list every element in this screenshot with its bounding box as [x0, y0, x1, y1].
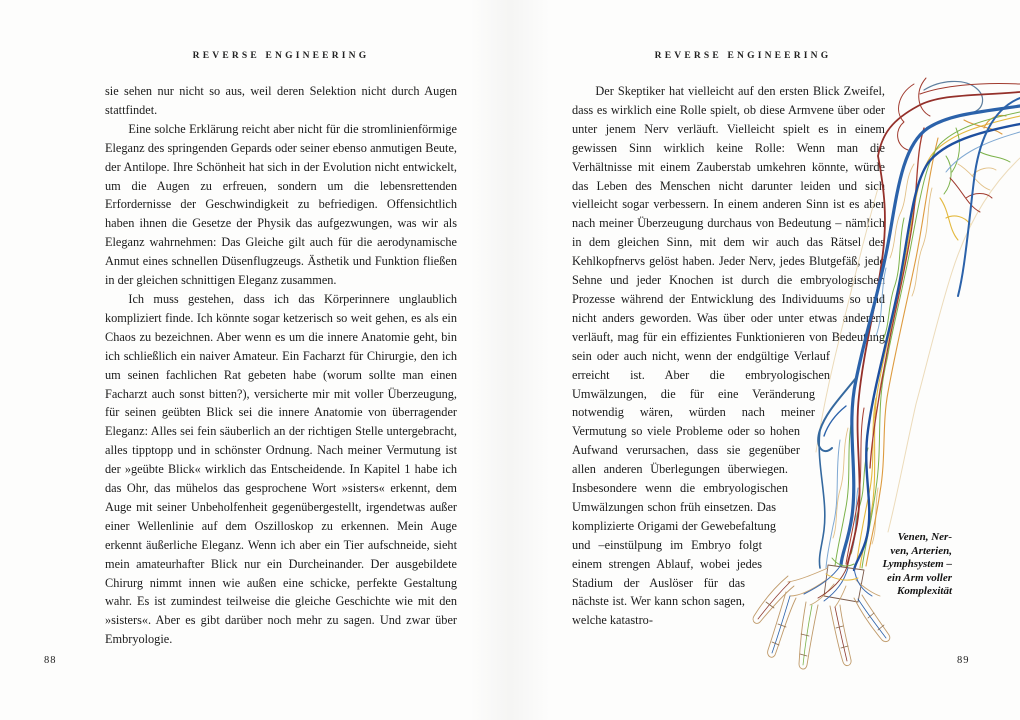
- figure-caption-line: ven, Arterien,: [890, 544, 952, 557]
- figure-caption-line: Komplexität: [897, 585, 952, 598]
- running-header-right: REVERSE ENGINEERING: [654, 51, 832, 61]
- page-right: [510, 0, 1020, 720]
- page-number-right: 89: [957, 655, 970, 666]
- paragraph: Ich muss gestehen, dass ich das Körperinnere unglaublich kompliziert finde. Ich könnte sogar ketzerisch so weit gehen, es als ein Chaos zu bezeichnen. Aber wenn es um die innere Anatomie geht, bin ich schließlich ein naiver Amateur. Ein Facharzt für Chirurgie, den ich um seinen fachlichen Rat gebeten habe (worum sollte man einen Facharzt auch sonst bitten?), versicherte mir mit voller Überzeugung, für seinen geübten Blick sei die innere Anatomie von überragender Eleganz: Alles sei fein säuberlich an der richtigen Stelle untergebracht, alles tipptopp und in schönster Ordnung. Nach meiner Vermutung ist der »geübte Blick« wirklich das Entscheidende. In Kapitel 1 habe ich das Ohr, das mühelos das gesprochene Wort »sisters« erkennt, dem Auge mit seiner Unbeholfenheit gegenübergestellt, irgendetwas außer einer Wellenlinie auf dem Oszilloskop zu erkennen. Mein Auge erkennt äußerliche Eleganz. Wenn ich aber ein Tier aufschneide, sieht mein amateurhafter Blick nur ein Durcheinander. Der ausgebildete Chirurg nimmt innen wie außen eine schicke, perfekte Gestaltung wahr. Es ist zumindest teilweise die gleiche Geschichte wie mit den »sisters«. Aber es gibt darüber noch mehr zu sagen. Und zwar über Embryologie.: [105, 291, 457, 647]
- paragraph: Eine solche Erklärung reicht aber nicht für die stromlinienförmige Eleganz des springenden Gepards oder seiner ebenso anmutigen Beute, der Antilope. Ihre Schönheit hat sich in der Evolution nicht entwickelt, um die Augen zu erfreuen, sondern um die lebensrettenden Erfordernisse der Geschwindigkeit zu befriedigen. Offensichtlich haben ihnen die Gesetze der Physik das aufgezwungen, was wir als Eleganz wahrnehmen: Das Gleiche gilt auch für die aerodynamische Anmut eines schnellen Düsenflugzeugs. Ästhetik und Funktion fließen in der gleichen schnittigen Eleganz zusammen.: [105, 121, 457, 288]
- figure-caption-line: Venen, Ner-: [897, 531, 952, 543]
- body-text-left: [105, 82, 457, 649]
- text-wrap-spacer: [800, 423, 886, 461]
- text-wrap-spacer: [815, 385, 886, 423]
- paragraph: Der Skeptiker hat vielleicht auf den ersten Blick Zweifel, dass es wirklich eine Rolle spielt, ob diese Armvene über oder unter jenem Nerv verläuft. Vielleicht spielt es in einem gewissen Sinn wirklich keine Rolle: Wenn man die Verhältnisse mit einem Zauberstab umkehren könnte, würde das Leben des Menschen nicht darunter leiden und sich vielleicht sogar verbessern. In einem anderen Sinn ist es aber nach meiner Überzeugung durchaus von Bedeutung – nämlich in dem gleichen Sinn, mit dem wir auch das Rätsel des Kehlkopfnervs gelöst haben. Jeder Nerv, jedes Blutgefäß, jede Sehne und jeder Knochen ist durch die embryologischen Prozesse während der Entwicklung des Individuums so und nicht anders geworden. Was über oder unter etwas anderem verläuft, mag für ein effizientes Funktionieren von Bedeutung sein oder auch nicht, wenn der endgültige Verlauf erreicht ist. Aber die embryologischen Umwälzungen, die für eine Veränderung notwendig wären, würden nach meiner Vermutung so viele Probleme oder so hohen Aufwand verursachen, dass sie gegenüber allen anderen Überlegungen überwiegen. Insbesondere wenn die embryologischen Umwälzungen schon früh einsetzen. Das komplizierte Origami der Gewebefaltung und –einstülpung im Embryo folgt einem strengen Ablauf, wobei jedes Stadium der Auslöser für das nächste ist. Wer kann schon sagen, welche katastro-: [572, 84, 885, 628]
- text-wrap-spacer: [885, 82, 886, 347]
- running-header-left: REVERSE ENGINEERING: [192, 51, 370, 61]
- text-wrap-spacer: [788, 461, 886, 499]
- page-number-left: 88: [44, 655, 57, 666]
- figure-caption: [830, 531, 952, 599]
- paragraph: sie sehen nur nicht so aus, weil deren Selektion nicht durch Augen stattfindet.: [105, 84, 457, 117]
- figure-caption-line: Lymphsystem –: [882, 558, 952, 571]
- figure-caption-line: ein Arm voller: [887, 571, 952, 584]
- text-wrap-spacer: [830, 347, 886, 385]
